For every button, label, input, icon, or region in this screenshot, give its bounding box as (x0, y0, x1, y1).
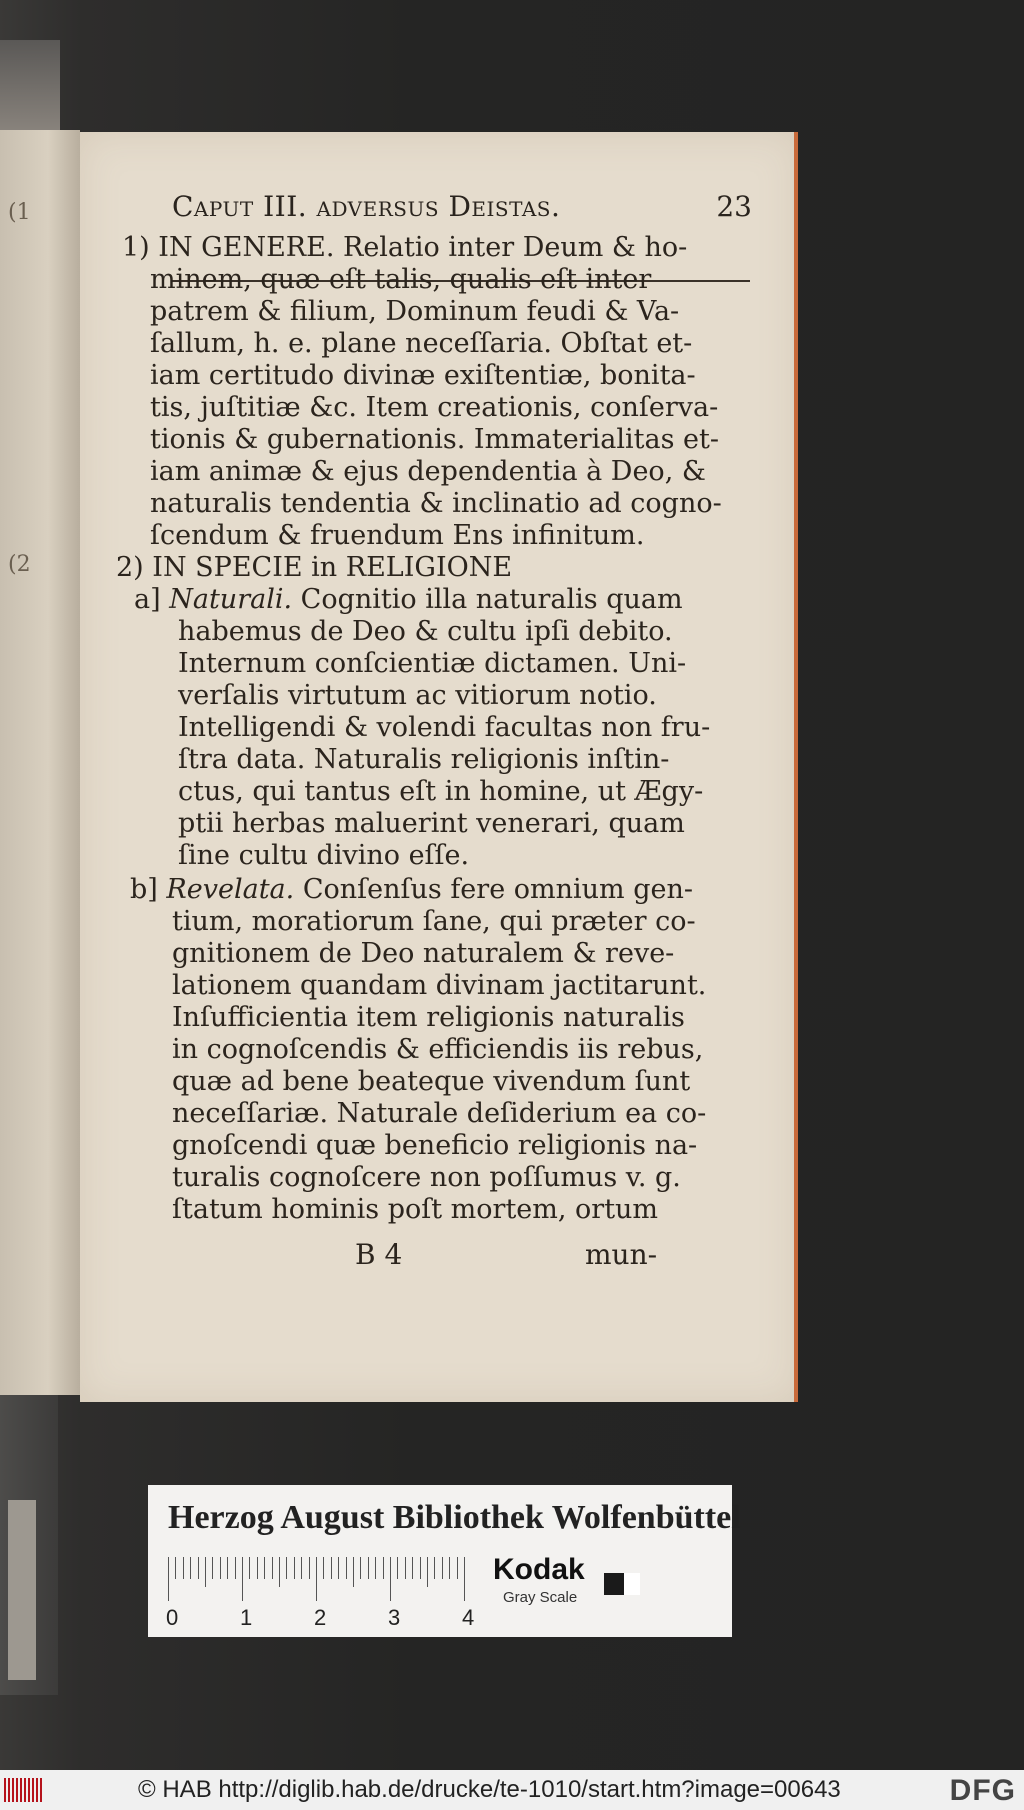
ruler-tick (264, 1557, 265, 1579)
gray-scale-label: Gray Scale (503, 1589, 578, 1606)
ruler-tick (183, 1557, 184, 1579)
previous-page-edge (0, 40, 60, 140)
scale-number: 4 (462, 1605, 475, 1630)
item-a-label: Naturali. (169, 584, 293, 615)
text-line: lationem quandam divinam jactitarunt. (172, 970, 707, 1001)
ruler-tick (338, 1557, 339, 1579)
header-title: Caput III. adversus Deistas. (172, 190, 561, 223)
page-number: 23 (716, 190, 752, 223)
scale-number: 0 (166, 1605, 179, 1630)
ruler-tick (412, 1557, 413, 1579)
ruler-tick (301, 1557, 302, 1579)
ruler-tick (279, 1557, 280, 1587)
ruler-tick (346, 1557, 347, 1579)
ruler-tick (249, 1557, 250, 1579)
text-line: gnitionem de Deo naturalem & reve- (172, 938, 675, 969)
text-line: minem, quæ eſt talis, qualis eſt inter (150, 264, 652, 295)
section-heading: 2) IN SPECIE in RELIGIONE (116, 552, 513, 583)
text-line: neceſſariæ. Naturale deſiderium ea co- (172, 1098, 707, 1129)
text-line: Intelligendi & volendi facultas non fru- (178, 712, 711, 743)
ruler-tick (205, 1557, 206, 1587)
text-line: Internum conſcientiæ dictamen. Uni- (178, 648, 687, 679)
prev-page-fragment: (2 (8, 552, 31, 577)
footer-bar (0, 1770, 1024, 1810)
item-a-text: Cognitio illa naturalis quam (300, 584, 683, 615)
signature-mark: B 4 (355, 1238, 403, 1271)
book-page (80, 132, 798, 1402)
ruler-tick (309, 1557, 310, 1579)
kodak-logo: Kodak (493, 1553, 585, 1586)
ruler-tick (227, 1557, 228, 1579)
list-item-b (130, 874, 693, 906)
ruler-tick (212, 1557, 213, 1579)
text-line: ſine cultu divino eſſe. (178, 840, 470, 871)
text-line: patrem & filium, Dominum feudi & Va- (150, 296, 680, 327)
scale-number: 2 (314, 1605, 327, 1630)
ruler-tick (331, 1557, 332, 1579)
ruler-tick (257, 1557, 258, 1579)
text-line: tionis & gubernationis. Immaterialitas et- (150, 424, 719, 455)
item-a-marker: a] (134, 584, 161, 615)
ruler-tick (316, 1557, 317, 1601)
text-line: habemus de Deo & cultu ipſi debito. (178, 616, 673, 647)
text-line: tis, juſtitiæ &c. Item creationis, conſerva- (150, 392, 719, 423)
color-scale-card (148, 1485, 741, 1637)
ruler-tick (242, 1557, 243, 1601)
text-line: 1) IN GENERE. Relatio inter Deum & ho- (122, 232, 688, 263)
ruler-tick (434, 1557, 435, 1579)
ruler-tick (190, 1557, 191, 1579)
item-b-text: Conſenſus fere omnium gen- (302, 874, 693, 905)
ruler-tick (427, 1557, 428, 1587)
item-b-marker: b] (130, 874, 158, 905)
text-line: ctus, qui tantus eſt in homine, ut Ægy- (178, 776, 704, 807)
text-line: iam certitudo divinæ exiſtentiæ, bonita- (150, 360, 696, 391)
text-line: naturalis tendentia & inclinatio ad cogno- (150, 488, 722, 519)
ruler-tick (272, 1557, 273, 1579)
ruler-tick (360, 1557, 361, 1579)
ruler-tick (286, 1557, 287, 1579)
ruler-tick (353, 1557, 354, 1587)
ruler-tick (375, 1557, 376, 1579)
dfg-logo: DFG (949, 1774, 1016, 1807)
text-line: in cognoſcendis & efficiendis iis rebus, (172, 1034, 704, 1065)
ruler-tick (368, 1557, 369, 1579)
ruler-tick (449, 1557, 450, 1579)
credit-url[interactable]: © HAB http://diglib.hab.de/drucke/te-1010/start.htm?image=00643 (138, 1776, 841, 1803)
ruler-tick (442, 1557, 443, 1579)
ruler-tick (420, 1557, 421, 1579)
ruler-tick (405, 1557, 406, 1579)
running-header (172, 190, 752, 230)
ruler-tick (198, 1557, 199, 1579)
ruler-tick (457, 1557, 458, 1579)
hab-logo-icon (4, 1778, 46, 1802)
ruler-tick (397, 1557, 398, 1579)
ruler-tick (323, 1557, 324, 1579)
text-line: iam animæ & ejus dependentia à Deo, & (150, 456, 706, 487)
text-line: quæ ad bene beateque vivendum ſunt (172, 1066, 691, 1097)
text-line: verſalis virtutum ac vitiorum notio. (178, 680, 657, 711)
text-line: ſtra data. Naturalis religionis inſtin- (178, 744, 670, 775)
text-line: gnoſcendi quæ beneficio religionis na- (172, 1130, 698, 1161)
item-b-label: Revelata. (166, 874, 295, 905)
ruler-tick (464, 1557, 465, 1601)
ruler-tick (390, 1557, 391, 1601)
catchword: mun- (585, 1238, 658, 1271)
ruler-tick (294, 1557, 295, 1579)
text-line: tium, moratiorum ſane, qui præter co- (172, 906, 696, 937)
text-line: ſcendum & fruendum Ens infinitum. (150, 520, 645, 551)
scale-number: 1 (240, 1605, 253, 1630)
scale-number: 3 (388, 1605, 401, 1630)
previous-page (0, 130, 80, 1395)
text-line: Inſufficientia item religionis naturalis (172, 1002, 685, 1033)
ruler-tick (168, 1557, 169, 1601)
ruler-tick (383, 1557, 384, 1579)
text-line: turalis cognoſcere non poſſumus v. g. (172, 1162, 681, 1193)
text-line: ſallum, h. e. plane neceſſaria. Obſtat et- (150, 328, 693, 359)
list-item-a (134, 584, 683, 616)
text-line: ſtatum hominis poſt mortem, ortum (172, 1194, 659, 1225)
prev-page-fragment: (1 (8, 200, 31, 225)
text-line: ptii herbas maluerint venerari, quam (178, 808, 685, 839)
ruler-tick (235, 1557, 236, 1579)
ruler-tick (220, 1557, 221, 1579)
ruler-tick (175, 1557, 176, 1579)
gray-swatch (604, 1573, 640, 1595)
binding-label (8, 1500, 36, 1680)
library-name: Herzog August Bibliothek Wolfenbüttel (168, 1499, 741, 1536)
